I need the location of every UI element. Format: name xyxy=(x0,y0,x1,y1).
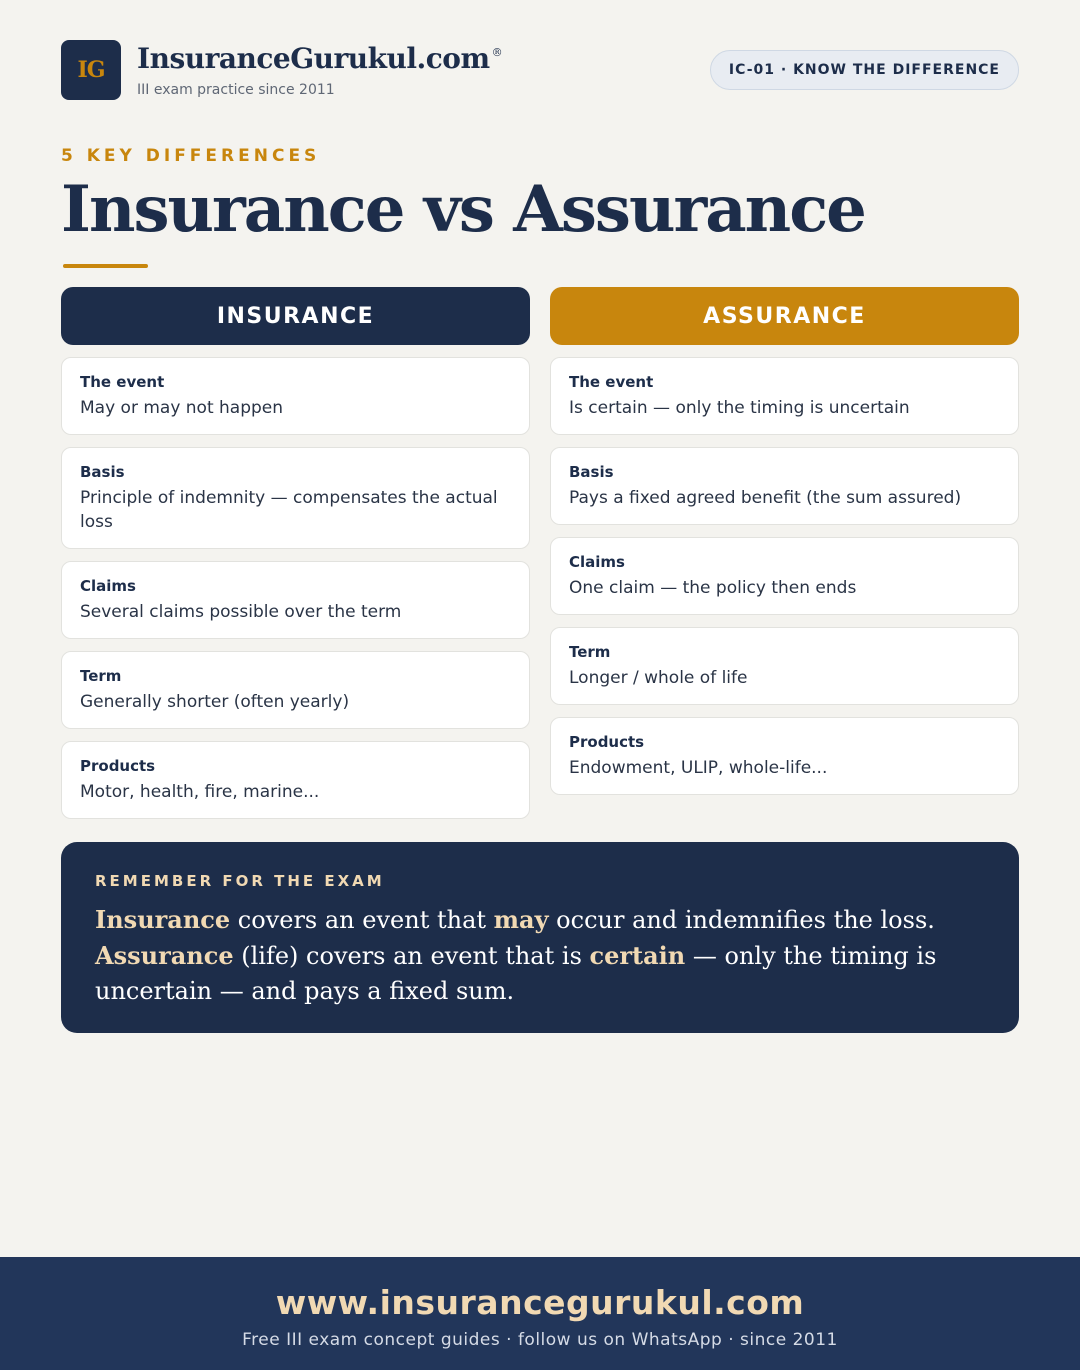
card-text: Several claims possible over the term xyxy=(80,602,402,622)
section-kicker: 5 KEY DIFFERENCES xyxy=(61,146,321,166)
brand-tagline: III exam practice since 2011 xyxy=(137,82,335,98)
card-label: Basis xyxy=(569,463,614,481)
exam-term-assurance: Assurance xyxy=(95,941,234,970)
logo[interactable]: IG xyxy=(61,40,121,100)
card-label: Basis xyxy=(80,463,125,481)
card-text: Endowment, ULIP, whole-life... xyxy=(569,758,828,778)
card-text: Motor, health, fire, marine... xyxy=(80,782,320,802)
insurance-heading: INSURANCE xyxy=(61,287,530,345)
brand-name-text: InsuranceGurukul.com xyxy=(137,42,490,75)
page-title: Insurance vs Assurance xyxy=(61,172,865,247)
insurance-card-claims xyxy=(61,561,530,639)
title-underline xyxy=(63,264,148,268)
card-text: May or may not happen xyxy=(80,398,284,418)
registered-mark: ® xyxy=(491,46,503,59)
card-text: Is certain — only the timing is uncertain xyxy=(569,398,910,418)
footer-tagline: Free III exam concept guides · follow us on WhatsApp · since 2011 xyxy=(242,1330,838,1350)
card-text: Principle of indemnity — compensates the actual loss xyxy=(80,488,498,532)
footer xyxy=(0,1257,1080,1370)
assurance-card-claims xyxy=(550,537,1019,615)
insurance-card-basis xyxy=(61,447,530,549)
insurance-card-term xyxy=(61,651,530,729)
card-label: The event xyxy=(569,373,654,391)
assurance-card-term xyxy=(550,627,1019,705)
insurance-card-products xyxy=(61,741,530,819)
header xyxy=(61,40,1019,102)
exam-tip-text xyxy=(95,902,985,1009)
exam-text-part: — only the timing is uncertain — and pays a fixed sum. xyxy=(95,942,937,1005)
assurance-column xyxy=(550,287,1019,795)
card-text: Longer / whole of life xyxy=(569,668,748,688)
card-label: Term xyxy=(569,643,611,661)
insurance-card-event xyxy=(61,357,530,435)
card-label: Products xyxy=(80,757,156,775)
exam-term-may: may xyxy=(493,905,549,934)
brand-name[interactable] xyxy=(137,42,502,75)
card-text: One claim — the policy then ends xyxy=(569,578,857,598)
assurance-card-basis xyxy=(550,447,1019,525)
card-text: Pays a fixed agreed benefit (the sum assured) xyxy=(569,488,962,508)
exam-tip-box xyxy=(61,842,1019,1033)
card-text: Generally shorter (often yearly) xyxy=(80,692,350,712)
exam-term-insurance: Insurance xyxy=(95,905,231,934)
card-label: Term xyxy=(80,667,122,685)
footer-url-link[interactable]: www.insurancegurukul.com xyxy=(275,1283,805,1322)
card-label: Products xyxy=(569,733,645,751)
assurance-card-products xyxy=(550,717,1019,795)
assurance-card-event xyxy=(550,357,1019,435)
card-label: Claims xyxy=(569,553,625,571)
insurance-column xyxy=(61,287,530,819)
exam-text-part: occur and indemnifies the loss. xyxy=(548,906,935,934)
exam-text-part: (life) covers an event that is xyxy=(233,942,590,970)
card-label: The event xyxy=(80,373,165,391)
assurance-heading: ASSURANCE xyxy=(550,287,1019,345)
topic-badge: IC-01 · KNOW THE DIFFERENCE xyxy=(710,50,1019,90)
exam-text-part: covers an event that xyxy=(230,906,494,934)
exam-tip-label: REMEMBER FOR THE EXAM xyxy=(95,872,385,890)
card-label: Claims xyxy=(80,577,136,595)
exam-term-certain: certain xyxy=(589,941,686,970)
